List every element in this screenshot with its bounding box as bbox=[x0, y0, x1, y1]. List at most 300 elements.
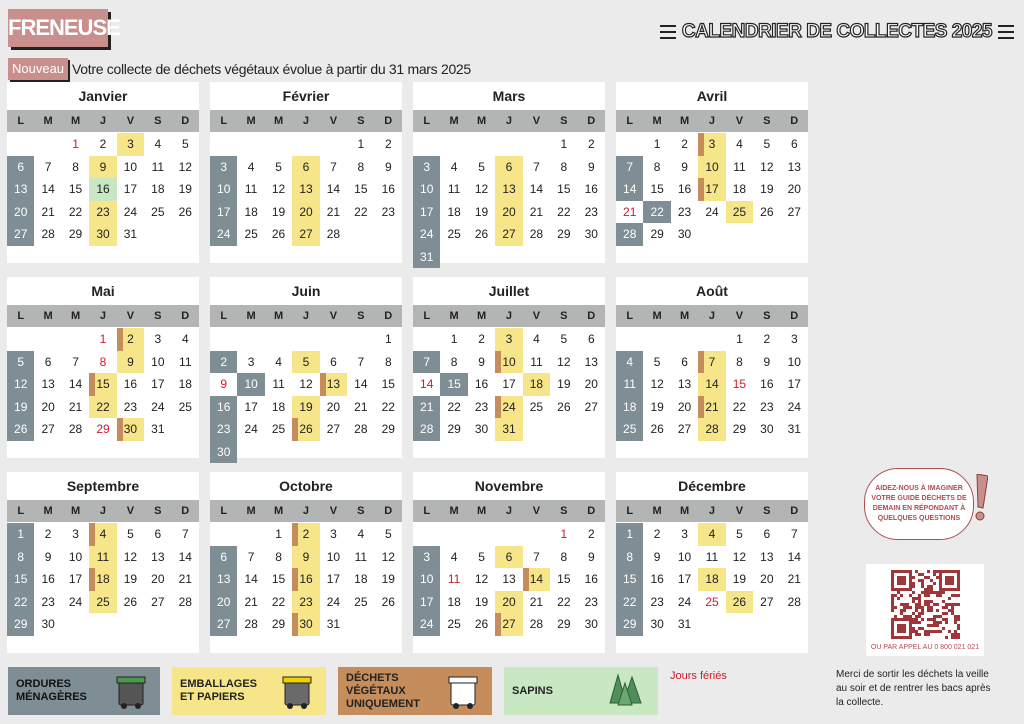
day-cell: 4 bbox=[450, 549, 458, 564]
day-cell: 24 bbox=[705, 204, 719, 219]
day-cell: 8 bbox=[99, 354, 107, 369]
day-cell: 1 bbox=[357, 137, 365, 151]
day-cell: 29 bbox=[557, 227, 571, 241]
day-cell: 27 bbox=[677, 422, 692, 436]
weekday-header bbox=[7, 305, 199, 327]
day-grid bbox=[210, 133, 402, 246]
day-cell: 13 bbox=[677, 377, 692, 391]
weekday-label: V bbox=[735, 310, 744, 322]
day-cell: 16 bbox=[584, 182, 598, 196]
day-cell: 7 bbox=[181, 527, 189, 541]
day-cell: 27 bbox=[151, 594, 165, 609]
day-cell: 22 bbox=[643, 201, 670, 224]
day-cell: 17 bbox=[151, 377, 165, 391]
day-cell: 9 bbox=[653, 549, 661, 564]
weekday-header bbox=[413, 500, 605, 522]
day-cell: 23 bbox=[41, 594, 55, 609]
day-cell: 16 bbox=[474, 377, 489, 391]
weekday-label: V bbox=[126, 310, 135, 322]
day-cell: 24 bbox=[413, 613, 440, 636]
month-card bbox=[413, 472, 605, 653]
weekday-label: M bbox=[652, 505, 662, 517]
day-cell: 27 bbox=[326, 422, 341, 436]
day-cell: 10 bbox=[151, 354, 165, 369]
day-cell: 1 bbox=[72, 137, 79, 151]
day-cell: 9 bbox=[763, 354, 771, 369]
weekday-label: M bbox=[43, 505, 53, 517]
day-cell: 18 bbox=[447, 204, 461, 219]
day-cell: 19 bbox=[271, 204, 286, 219]
empty-cell bbox=[34, 328, 61, 351]
day-cell: 30 bbox=[760, 422, 774, 436]
day-grid bbox=[7, 328, 199, 441]
day-cell: 4 bbox=[357, 527, 365, 541]
day-cell: 10 bbox=[68, 549, 83, 564]
empty-cell bbox=[468, 523, 495, 546]
weekday-label: D bbox=[587, 505, 596, 517]
day-cell: 22 bbox=[271, 594, 286, 609]
day-cell: 14 bbox=[616, 178, 643, 201]
survey-bubble: AIDEZ-NOUS À IMAGINER VOTRE GUIDE DÉCHETS DE DEMAIN EN RÉPONDANT À QUELQUES QUESTIONS bbox=[864, 468, 974, 540]
weekday-label: S bbox=[154, 505, 162, 517]
weekday-header bbox=[616, 500, 808, 522]
day-cell: 20 bbox=[7, 201, 34, 224]
weekday-label: L bbox=[17, 115, 25, 127]
weekday-label: L bbox=[220, 310, 228, 322]
day-cell: 5 bbox=[7, 351, 34, 374]
day-cell: 7 bbox=[44, 159, 52, 174]
day-cell: 16 bbox=[760, 377, 774, 391]
day-cell: 16 bbox=[584, 572, 598, 586]
day-cell: 21 bbox=[244, 594, 258, 609]
day-cell: 4 bbox=[616, 351, 643, 374]
empty-cell bbox=[698, 328, 725, 351]
calendar-grid bbox=[7, 82, 809, 653]
day-cell: 31 bbox=[495, 418, 522, 441]
day-cell: 1 bbox=[275, 527, 282, 541]
day-cell: 2 bbox=[478, 332, 485, 346]
qr-code[interactable] bbox=[866, 564, 984, 656]
day-cell: 31 bbox=[677, 617, 692, 631]
day-grid bbox=[616, 328, 808, 441]
day-cell: 9 bbox=[117, 351, 144, 374]
commune-name: FRENEUSE bbox=[8, 9, 108, 47]
day-cell: 16 bbox=[650, 572, 664, 586]
empty-cell bbox=[237, 328, 264, 351]
day-cell: 10 bbox=[237, 373, 264, 396]
footer-note: Merci de sortir les déchets la veille au soir et de rentrer les bacs après la collecte. bbox=[836, 669, 991, 708]
new-badge: Nouveau bbox=[8, 58, 68, 80]
day-cell: 11 bbox=[733, 159, 746, 174]
day-cell: 14 bbox=[68, 377, 83, 391]
weekday-label: D bbox=[587, 115, 596, 127]
empty-cell bbox=[210, 328, 237, 351]
weekday-label: S bbox=[560, 310, 568, 322]
legend-sapins bbox=[504, 667, 658, 715]
day-cell: 15 bbox=[354, 182, 368, 196]
day-cell: 1 bbox=[384, 332, 392, 346]
exclamation-icon bbox=[974, 474, 988, 522]
day-cell: 13 bbox=[787, 159, 801, 174]
weekday-label: M bbox=[679, 505, 690, 517]
weekday-label: D bbox=[384, 310, 393, 322]
day-cell: 27 bbox=[292, 223, 319, 246]
empty-cell bbox=[237, 133, 264, 156]
empty-cell bbox=[292, 328, 319, 351]
day-cell: 25 bbox=[616, 418, 643, 441]
page-title bbox=[660, 18, 1014, 46]
day-cell: 9 bbox=[292, 546, 319, 569]
weekday-label: V bbox=[735, 505, 744, 517]
day-cell: 5 bbox=[275, 159, 282, 174]
day-cell: 13 bbox=[292, 178, 319, 201]
month-card bbox=[210, 82, 402, 263]
day-cell: 31 bbox=[151, 422, 165, 436]
weekday-label: S bbox=[763, 115, 771, 127]
day-cell: 31 bbox=[326, 617, 341, 631]
day-cell: 30 bbox=[292, 613, 319, 636]
day-cell: 22 bbox=[7, 591, 34, 614]
day-grid bbox=[413, 328, 605, 441]
survey-phone: OU PAR APPEL AU 0 800 021 021 bbox=[870, 644, 980, 651]
day-cell: 22 bbox=[447, 399, 461, 414]
month-name: Avril bbox=[696, 88, 728, 104]
day-cell: 26 bbox=[292, 418, 319, 441]
day-cell: 20 bbox=[495, 201, 522, 224]
day-cell: 24 bbox=[244, 422, 258, 436]
month-card bbox=[616, 82, 808, 263]
day-cell: 9 bbox=[44, 549, 52, 564]
day-cell: 2 bbox=[384, 137, 392, 151]
day-cell: 13 bbox=[760, 549, 774, 564]
fir-tree-icon bbox=[608, 673, 644, 707]
day-cell: 11 bbox=[244, 182, 258, 196]
day-cell: 6 bbox=[587, 332, 595, 346]
day-cell: 10 bbox=[787, 354, 801, 369]
day-cell: 11 bbox=[616, 373, 643, 396]
day-cell: 19 bbox=[7, 396, 34, 419]
day-cell: 7 bbox=[698, 351, 725, 374]
day-cell: 30 bbox=[474, 422, 489, 436]
day-cell: 7 bbox=[790, 527, 798, 541]
day-cell: 8 bbox=[72, 159, 79, 174]
day-cell: 30 bbox=[41, 617, 55, 631]
empty-cell bbox=[292, 133, 319, 156]
day-cell: 2 bbox=[653, 527, 661, 541]
weekday-label: M bbox=[43, 310, 53, 322]
day-cell: 27 bbox=[210, 613, 237, 636]
empty-cell bbox=[616, 133, 643, 156]
day-cell: 23 bbox=[474, 399, 489, 414]
day-cell: 20 bbox=[326, 399, 341, 414]
day-cell: 27 bbox=[787, 204, 801, 219]
month-name: Août bbox=[696, 283, 728, 299]
weekday-label: S bbox=[357, 115, 365, 127]
day-cell: 8 bbox=[560, 549, 568, 564]
day-cell: 30 bbox=[584, 227, 598, 241]
day-cell: 30 bbox=[210, 441, 237, 464]
day-cell: 9 bbox=[587, 159, 595, 174]
day-cell: 8 bbox=[384, 354, 392, 369]
day-cell: 19 bbox=[178, 182, 192, 196]
day-cell: 21 bbox=[529, 204, 544, 219]
day-cell: 7 bbox=[357, 354, 365, 369]
day-cell: 1 bbox=[560, 527, 568, 541]
weekday-label: S bbox=[357, 310, 365, 322]
weekday-header bbox=[7, 110, 199, 132]
month-name: Mars bbox=[492, 88, 526, 104]
day-cell: 7 bbox=[616, 156, 643, 179]
weekday-label: J bbox=[505, 310, 513, 322]
day-cell: 2 bbox=[210, 351, 237, 374]
day-cell: 11 bbox=[272, 377, 285, 391]
empty-cell bbox=[347, 328, 374, 351]
empty-cell bbox=[495, 523, 522, 546]
weekday-label: J bbox=[99, 115, 107, 127]
day-cell: 15 bbox=[381, 377, 395, 391]
day-cell: 9 bbox=[587, 549, 595, 564]
day-cell: 24 bbox=[495, 396, 522, 419]
day-cell: 10 bbox=[413, 178, 440, 201]
day-cell: 4 bbox=[275, 354, 282, 369]
day-cell: 30 bbox=[584, 617, 598, 631]
day-cell: 27 bbox=[7, 223, 34, 246]
day-cell: 6 bbox=[210, 546, 237, 569]
day-cell: 13 bbox=[495, 178, 522, 201]
notice-text: Votre collecte de déchets végétaux évolue à partir du 31 mars 2025 bbox=[72, 61, 471, 77]
day-cell: 11 bbox=[89, 546, 116, 569]
weekday-label: S bbox=[154, 310, 162, 322]
day-cell: 10 bbox=[123, 159, 138, 174]
weekday-label: V bbox=[735, 115, 744, 127]
title-text: CALENDRIER DE COLLECTES 2025 bbox=[681, 21, 992, 42]
day-cell: 2 bbox=[44, 527, 52, 541]
day-cell: 26 bbox=[271, 227, 286, 241]
day-cell: 9 bbox=[384, 159, 392, 174]
day-cell: 13 bbox=[502, 572, 516, 586]
day-cell: 28 bbox=[178, 594, 192, 609]
day-cell: 29 bbox=[447, 422, 461, 436]
day-cell: 15 bbox=[616, 568, 643, 591]
empty-cell bbox=[523, 523, 550, 546]
day-cell: 17 bbox=[677, 572, 692, 586]
day-cell: 26 bbox=[650, 422, 664, 436]
weekday-label: S bbox=[154, 115, 162, 127]
day-cell: 11 bbox=[354, 549, 368, 564]
day-cell: 22 bbox=[68, 204, 83, 219]
weekday-label: M bbox=[476, 310, 487, 322]
month-name: Octobre bbox=[279, 478, 333, 494]
weekday-label: D bbox=[587, 310, 596, 322]
day-cell: 14 bbox=[244, 572, 258, 586]
day-cell: 5 bbox=[181, 137, 189, 151]
day-cell: 15 bbox=[271, 572, 286, 586]
day-cell: 14 bbox=[420, 377, 434, 391]
day-cell: 3 bbox=[117, 133, 144, 156]
day-grid bbox=[616, 133, 808, 246]
day-cell: 8 bbox=[653, 159, 661, 174]
legend-om-label: ORDURES MÉNAGÈRES bbox=[16, 678, 87, 703]
day-cell: 3 bbox=[247, 354, 255, 369]
weekday-label: L bbox=[220, 505, 228, 517]
day-cell: 6 bbox=[790, 137, 798, 151]
empty-cell bbox=[265, 133, 292, 156]
day-cell: 22 bbox=[89, 396, 116, 419]
day-cell: 23 bbox=[89, 201, 116, 224]
day-cell: 1 bbox=[616, 523, 643, 546]
day-cell: 7 bbox=[533, 159, 540, 174]
legend-emb-label: EMBALLAGES ET PAPIERS bbox=[180, 678, 257, 703]
day-cell: 3 bbox=[413, 156, 440, 179]
day-cell: 3 bbox=[413, 546, 440, 569]
day-cell: 21 bbox=[178, 572, 192, 586]
weekday-label: S bbox=[763, 310, 771, 322]
day-cell: 24 bbox=[677, 594, 692, 609]
weekday-label: V bbox=[532, 310, 541, 322]
day-cell: 3 bbox=[790, 332, 798, 346]
day-cell: 13 bbox=[210, 568, 237, 591]
day-cell: 26 bbox=[474, 227, 489, 241]
day-cell: 16 bbox=[381, 182, 395, 196]
day-grid bbox=[210, 523, 402, 636]
day-cell: 13 bbox=[320, 373, 347, 396]
day-cell: 24 bbox=[326, 594, 341, 609]
weekday-label: L bbox=[220, 115, 228, 127]
weekday-label: D bbox=[181, 310, 190, 322]
day-cell: 18 bbox=[698, 568, 725, 591]
weekday-label: D bbox=[790, 310, 799, 322]
empty-cell bbox=[320, 133, 347, 156]
day-cell: 4 bbox=[533, 332, 540, 346]
day-cell: 25 bbox=[705, 594, 719, 609]
day-cell: 17 bbox=[698, 178, 725, 201]
day-cell: 4 bbox=[698, 523, 725, 546]
weekday-label: V bbox=[329, 505, 338, 517]
day-cell: 19 bbox=[760, 182, 774, 196]
day-cell: 11 bbox=[447, 572, 461, 586]
day-cell: 5 bbox=[478, 549, 485, 564]
day-cell: 6 bbox=[154, 527, 162, 541]
day-cell: 16 bbox=[123, 377, 138, 391]
day-cell: 26 bbox=[123, 594, 138, 609]
day-grid bbox=[616, 523, 808, 636]
day-cell: 29 bbox=[7, 613, 34, 636]
empty-cell bbox=[320, 328, 347, 351]
day-cell: 29 bbox=[271, 617, 286, 631]
day-cell: 29 bbox=[96, 422, 110, 436]
day-cell: 28 bbox=[529, 617, 544, 631]
day-cell: 23 bbox=[292, 591, 319, 614]
weekday-label: L bbox=[17, 505, 25, 517]
day-cell: 26 bbox=[760, 204, 774, 219]
day-cell: 5 bbox=[736, 527, 743, 541]
weekday-label: M bbox=[70, 115, 81, 127]
day-grid bbox=[210, 328, 402, 463]
day-cell: 28 bbox=[354, 422, 368, 436]
weekday-label: M bbox=[652, 115, 662, 127]
day-cell: 3 bbox=[698, 133, 725, 156]
day-cell: 6 bbox=[681, 354, 688, 369]
day-cell: 2 bbox=[117, 328, 144, 351]
weekday-header bbox=[210, 110, 402, 132]
day-cell: 5 bbox=[560, 332, 568, 346]
weekday-label: D bbox=[790, 505, 799, 517]
day-cell: 28 bbox=[326, 227, 341, 241]
day-cell: 28 bbox=[244, 617, 258, 631]
day-cell: 8 bbox=[616, 546, 643, 569]
day-cell: 10 bbox=[326, 549, 341, 564]
title-deco-left bbox=[660, 25, 676, 39]
day-grid bbox=[7, 133, 199, 246]
weekday-label: J bbox=[302, 505, 310, 517]
day-cell: 3 bbox=[154, 332, 162, 346]
day-cell: 30 bbox=[89, 223, 116, 246]
day-grid bbox=[7, 523, 199, 636]
day-cell: 8 bbox=[7, 546, 34, 569]
day-cell: 18 bbox=[616, 396, 643, 419]
month-card bbox=[616, 472, 808, 653]
empty-cell bbox=[34, 133, 61, 156]
day-cell: 18 bbox=[244, 204, 258, 219]
day-cell: 21 bbox=[354, 399, 368, 414]
day-cell: 2 bbox=[763, 332, 771, 346]
weekday-label: V bbox=[532, 505, 541, 517]
month-card bbox=[413, 82, 605, 263]
legend-sapin-label: SAPINS bbox=[512, 684, 553, 697]
weekday-header bbox=[413, 110, 605, 132]
day-cell: 7 bbox=[72, 354, 79, 369]
day-cell: 3 bbox=[72, 527, 79, 541]
day-cell: 5 bbox=[653, 354, 661, 369]
weekday-label: L bbox=[626, 505, 634, 517]
day-cell: 12 bbox=[123, 549, 138, 564]
day-cell: 15 bbox=[557, 182, 571, 196]
day-cell: 26 bbox=[381, 594, 395, 609]
day-cell: 9 bbox=[89, 156, 116, 179]
weekday-label: M bbox=[652, 310, 662, 322]
day-cell: 21 bbox=[698, 396, 725, 419]
day-cell: 6 bbox=[292, 156, 319, 179]
day-cell: 10 bbox=[210, 178, 237, 201]
weekday-label: S bbox=[763, 505, 771, 517]
weekday-label: L bbox=[626, 310, 634, 322]
day-cell: 7 bbox=[247, 549, 255, 564]
day-cell: 28 bbox=[616, 223, 643, 246]
day-cell: 29 bbox=[650, 227, 664, 241]
day-cell: 17 bbox=[210, 201, 237, 224]
day-cell: 31 bbox=[123, 227, 138, 241]
weekday-header bbox=[616, 305, 808, 327]
day-cell: 28 bbox=[41, 227, 55, 241]
day-cell: 20 bbox=[210, 591, 237, 614]
weekday-label: M bbox=[449, 310, 459, 322]
day-cell: 23 bbox=[210, 418, 237, 441]
day-cell: 19 bbox=[123, 572, 138, 586]
day-cell: 24 bbox=[68, 594, 83, 609]
weekday-header bbox=[413, 305, 605, 327]
day-cell: 2 bbox=[292, 523, 319, 546]
day-cell: 20 bbox=[151, 572, 165, 586]
day-cell: 27 bbox=[584, 399, 598, 414]
month-name: Septembre bbox=[66, 478, 140, 494]
month-name: Juillet bbox=[488, 283, 530, 299]
weekday-label: M bbox=[476, 115, 487, 127]
empty-cell bbox=[616, 328, 643, 351]
day-cell: 11 bbox=[530, 354, 543, 369]
empty-cell bbox=[210, 523, 237, 546]
weekday-label: M bbox=[449, 115, 459, 127]
weekday-header bbox=[210, 305, 402, 327]
